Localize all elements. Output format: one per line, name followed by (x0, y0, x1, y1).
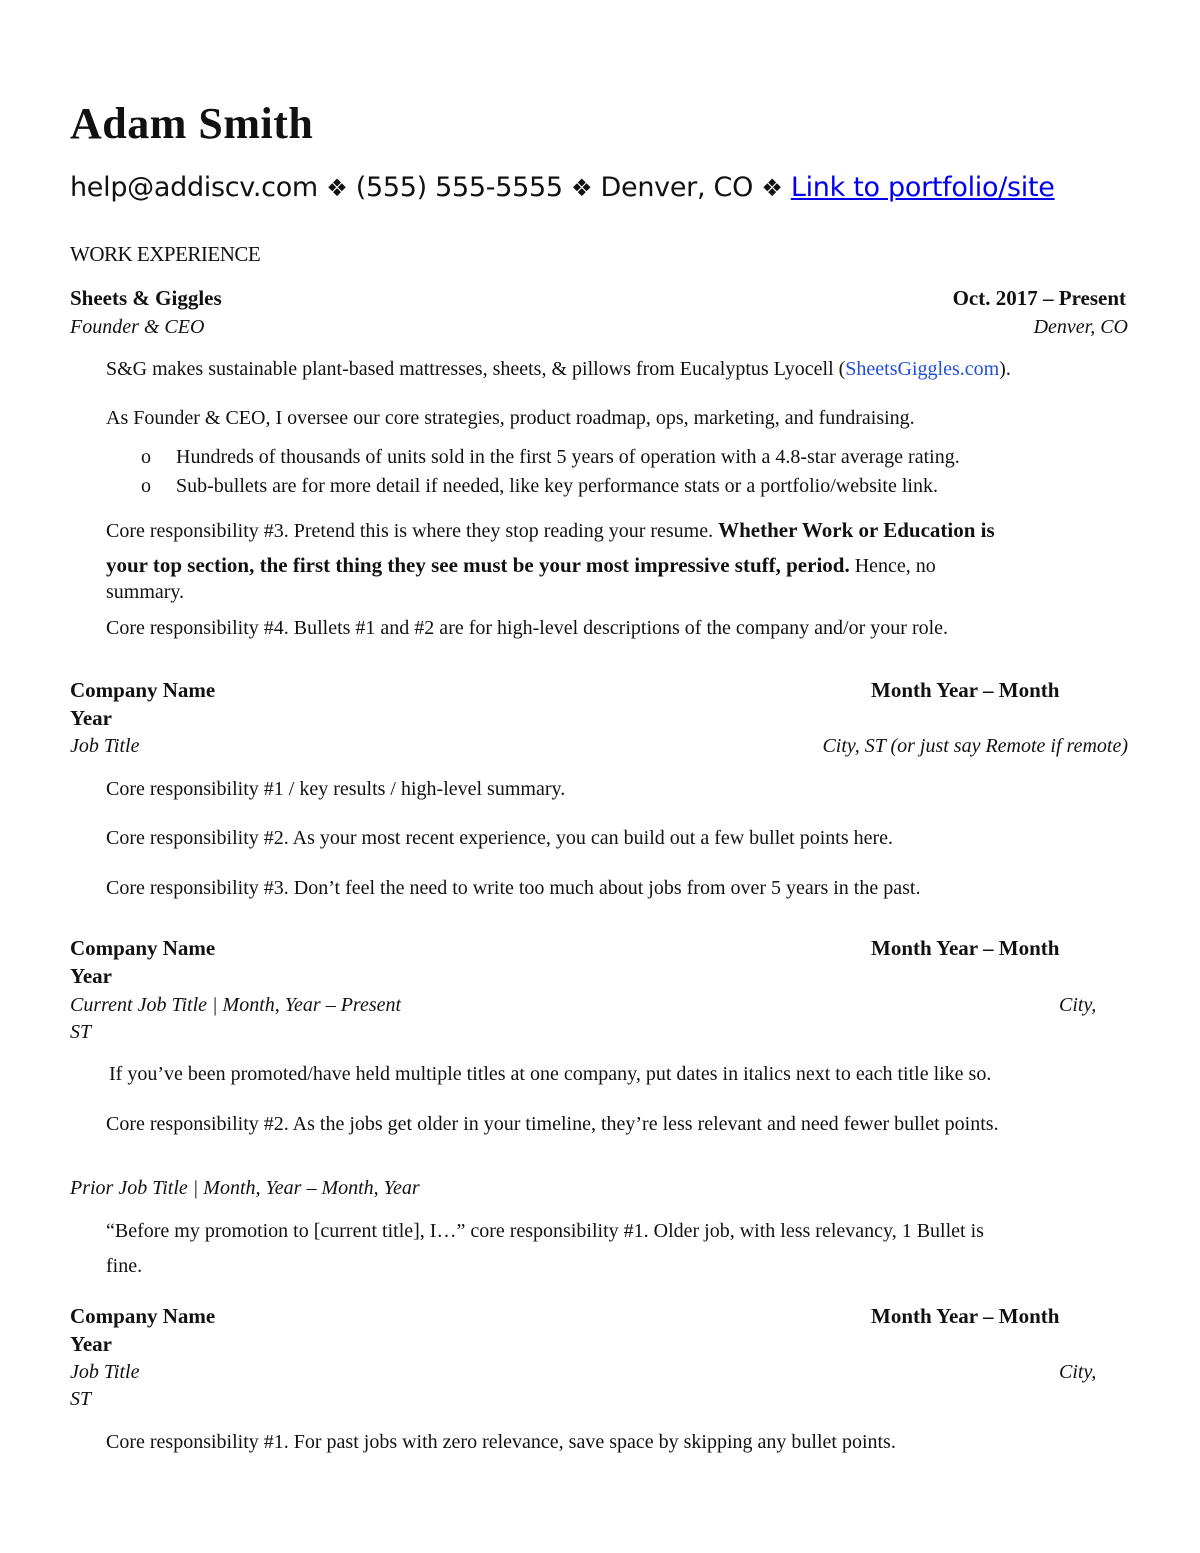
description-text: S&G makes sustainable plant-based mattresses, sheets, & pillows from Eucalyptus Lyocell ( (106, 358, 846, 380)
sub-bullet-icon: o (141, 446, 151, 468)
job-dates-wrap: Year (70, 1332, 112, 1356)
job-dates-wrap: Year (70, 964, 112, 988)
job-description (106, 553, 936, 578)
description-emphasis: your top section, the first thing they see must be your most impressive stuff, period. (106, 553, 850, 577)
job-description: Core responsibility #2. As the jobs get older in your timeline, they’re less relevant and need fewer bullet points. (106, 1113, 999, 1135)
job-location: Denver, CO (1033, 316, 1128, 338)
job-description: summary. (106, 581, 185, 603)
job-description: Core responsibility #4. Bullets #1 and #2 are for high-level descriptions of the company and/or your role. (106, 617, 949, 639)
job-location-wrap: ST (70, 1388, 92, 1410)
job-location: City, (1059, 994, 1097, 1016)
section-heading: WORK EXPERIENCE (70, 242, 261, 266)
job-description: Core responsibility #1. For past jobs with zero relevance, save space by skipping any bullet points. (106, 1431, 896, 1453)
company-name: Company Name (70, 678, 216, 702)
description-text: ). (999, 358, 1011, 380)
sub-bullet-text: Sub-bullets are for more detail if needed, like key performance stats or a portfolio/website link. (176, 475, 938, 497)
prior-job-title: Prior Job Title | Month, Year – Month, Year (70, 1177, 420, 1199)
sub-bullet-icon: o (141, 475, 151, 497)
job-dates: Oct. 2017 – Present (952, 286, 1126, 310)
job-location-wrap: ST (70, 1021, 92, 1043)
job-description: “Before my promotion to [current title], I…” core responsibility #1. Older job, with less relevancy, 1 Bullet is (106, 1220, 984, 1242)
job-description: fine. (106, 1255, 143, 1277)
job-dates: Month Year – Month (871, 936, 1060, 960)
portfolio-link[interactable]: Link to portfolio/site (790, 172, 1055, 203)
job-title: Job Title (70, 1361, 140, 1383)
job-dates-wrap: Year (70, 706, 112, 730)
job-title: Job Title (70, 735, 140, 757)
description-emphasis: Whether Work or Education is (718, 518, 995, 542)
description-text: Hence, no (849, 555, 936, 577)
job-description: Core responsibility #3. Don’t feel the need to write too much about jobs from over 5 years in the past. (106, 877, 921, 899)
job-description (106, 518, 995, 543)
company-name: Company Name (70, 1304, 216, 1328)
job-dates: Month Year – Month (871, 678, 1060, 702)
candidate-name: Adam Smith (70, 99, 314, 148)
company-name: Company Name (70, 936, 216, 960)
separator-icon: ❖ (761, 174, 783, 202)
separator-icon: ❖ (571, 174, 593, 202)
location-text: Denver, CO (600, 172, 754, 203)
job-dates: Month Year – Month (871, 1304, 1060, 1328)
email-text: help@addiscv.com (70, 172, 318, 203)
phone-text: (555) 555-5555 (355, 172, 563, 203)
job-description (106, 358, 1011, 381)
job-location: City, ST (or just say Remote if remote) (822, 735, 1128, 757)
separator-icon: ❖ (326, 174, 348, 202)
job-title: Current Job Title | Month, Year – Present (70, 994, 402, 1016)
job-description: As Founder & CEO, I oversee our core strategies, product roadmap, ops, marketing, and fundraising. (106, 407, 915, 429)
company-name: Sheets & Giggles (70, 286, 222, 310)
job-location: City, (1059, 1361, 1097, 1383)
company-site-link[interactable]: SheetsGiggles.com (845, 358, 1000, 380)
description-text: Core responsibility #3. Pretend this is where they stop reading your resume. (106, 520, 719, 542)
contact-line (70, 172, 1055, 203)
sub-bullet-text: Hundreds of thousands of units sold in the first 5 years of operation with a 4.8-star average rating. (176, 446, 960, 468)
job-title: Founder & CEO (70, 316, 205, 338)
job-description: If you’ve been promoted/have held multiple titles at one company, put dates in italics next to each title like so. (109, 1063, 992, 1085)
job-description: Core responsibility #2. As your most recent experience, you can build out a few bullet points here. (106, 827, 894, 849)
job-description: Core responsibility #1 / key results / high-level summary. (106, 778, 566, 800)
